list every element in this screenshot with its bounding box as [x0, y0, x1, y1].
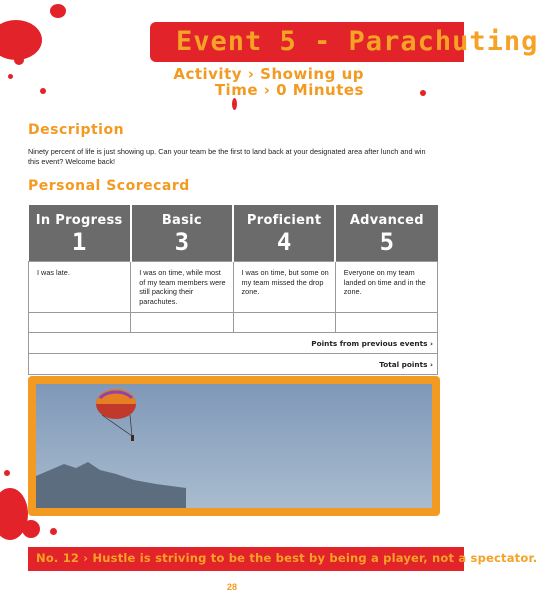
level-number: 5: [379, 228, 395, 256]
level-name: Proficient: [246, 213, 322, 228]
level-description: I was on time, but some on my team missed the drop zone.: [233, 262, 335, 313]
page-number: 28: [226, 582, 237, 592]
score-entry-cell[interactable]: [233, 313, 335, 333]
level-name: Advanced: [349, 213, 424, 228]
level-header-proficient: [233, 205, 335, 262]
scorecard-table: [28, 205, 438, 375]
points-previous-row: [29, 333, 438, 354]
total-points-row: [29, 354, 438, 375]
scorecard-heading: Personal Scorecard: [28, 178, 190, 194]
score-entry-cell[interactable]: [131, 313, 233, 333]
level-description-row: [29, 262, 438, 313]
description-heading: Description: [28, 122, 125, 138]
level-number: 1: [71, 228, 87, 256]
level-header-row: [29, 205, 438, 262]
score-entry-row: [29, 313, 438, 333]
score-entry-cell[interactable]: [335, 313, 437, 333]
level-header-basic: [131, 205, 233, 262]
description-text: Ninety percent of life is just showing up. Can your team be the first to land back at your designated area after lunch and win this event? Welcome back!: [28, 147, 426, 166]
parasailing-scene: [36, 384, 432, 508]
page-title: Event 5 - Parachuting: [176, 26, 538, 57]
footer-quote: No. 12 › Hustle is striving to be the best by being a player, not a spectator.: [36, 551, 538, 565]
total-points-label: Total points ›: [29, 354, 438, 375]
activity-label: Activity › Showing up: [173, 65, 364, 83]
level-header-in-progress: [29, 205, 131, 262]
level-name: Basic: [161, 213, 202, 228]
parasailing-photo: [36, 384, 432, 508]
score-entry-cell[interactable]: [29, 313, 131, 333]
level-description: I was late.: [29, 262, 131, 313]
level-description: I was on time, while most of my team members were still packing their parachutes.: [131, 262, 233, 313]
level-description: Everyone on my team landed on time and in the zone.: [335, 262, 437, 313]
points-previous-label: Points from previous events ›: [29, 333, 438, 354]
time-label: Time › 0 Minutes: [214, 81, 364, 99]
level-name: In Progress: [35, 213, 123, 228]
level-header-advanced: [335, 205, 437, 262]
level-number: 3: [174, 228, 190, 256]
level-number: 4: [276, 228, 292, 256]
